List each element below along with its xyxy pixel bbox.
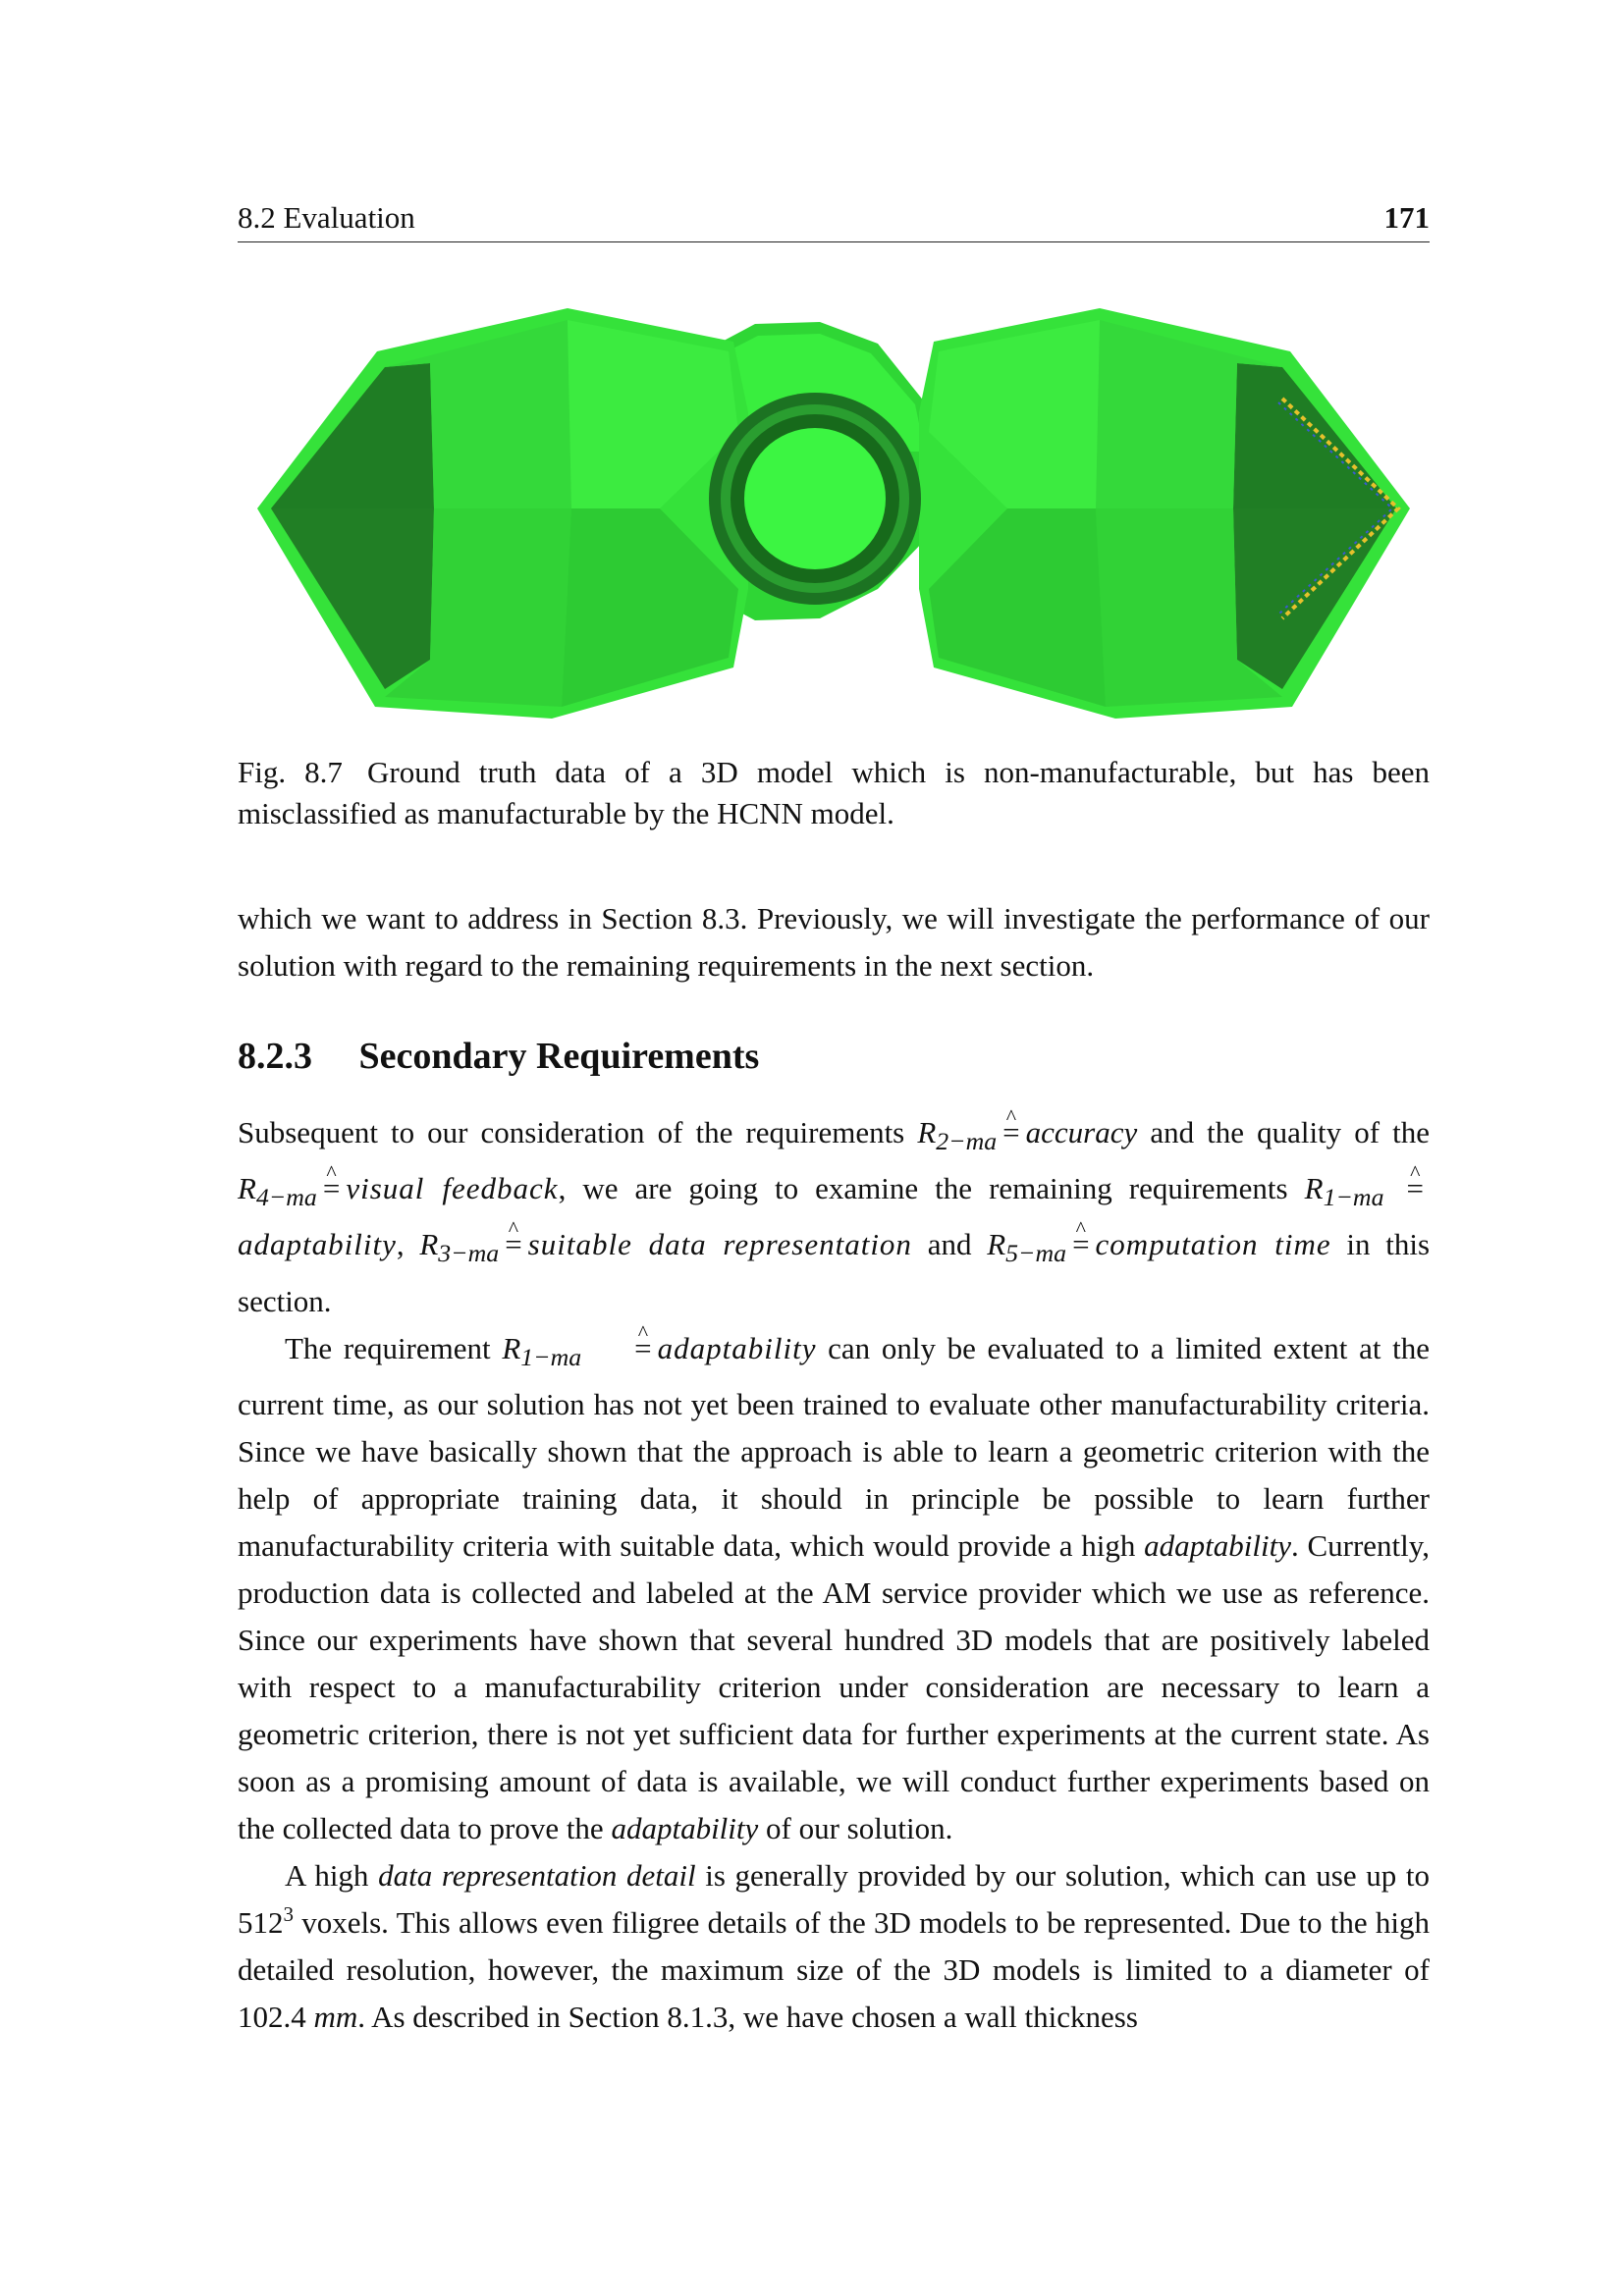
figure-caption-label: Fig. 8.7 (238, 755, 343, 789)
model-ring-inner (744, 428, 886, 569)
paragraph-2 (238, 1325, 1430, 1852)
running-section-title: 8.2 Evaluation (238, 200, 415, 235)
p1-text-1: Subsequent to our consideration of the requirements (238, 1115, 905, 1149)
corresponds-symbol: ^ = (1002, 1109, 1019, 1156)
p3-text-4: . As described in Section 8.1.3, we have chosen a wall thickness (357, 1999, 1138, 2034)
term-computation-time: computation time (1095, 1227, 1331, 1262)
3d-model-render (238, 294, 1430, 726)
p3-text-1: A high (285, 1857, 369, 1893)
p3-text-3: voxels. This allows even filigree details of the 3D models to be represented. Due to the high detailed resolution, however, the maximum size of the 3D models is limited to a diameter of 102.4 (238, 1904, 1431, 2034)
p1-text-6: in this section. (238, 1227, 1431, 1318)
req-r2: $R_{2-ma}$ (917, 1115, 998, 1156)
corresponds-symbol: ^ = (505, 1221, 521, 1268)
p3-text-2: is generally provided by our solution, which can use up to 512 (238, 1857, 1431, 1940)
p2-text-3: . Currently, production data is collected and labeled at the AM service provider which we use as reference. Since our experiments have shown that several hundred 3D models that are positively labeled with respect to a manufacturability criterion under consideration are necessary to learn a geometric criterion, there is not yet sufficient data for further experiments at the current state. As soon as a promising amount of data is available, we will conduct further experiments based on the collected data to prove the (238, 1527, 1431, 1845)
req-r1: $R_{1-ma}$ (1304, 1171, 1384, 1212)
term-accuracy: accuracy (1025, 1115, 1138, 1149)
exponent: 3 (283, 1901, 294, 1926)
unit-mm: mm (313, 1999, 358, 2034)
req-r1: $R_{1-ma}$ (502, 1330, 582, 1371)
page-header (238, 194, 1430, 242)
term-adaptability: adaptability (238, 1227, 397, 1262)
intro-paragraph: which we want to address in Section 8.3. Previously, we will investigate the performance of our solution with regard to the remaining requirements in the next section. (238, 901, 1430, 983)
term-adaptability: adaptability (657, 1330, 817, 1365)
figure-caption-text: Ground truth data of a 3D model which is non-manufacturable, but has been misclassified as manufacturable by the HCNN model. (238, 755, 1431, 830)
req-r4: $R_{4-ma}$ (238, 1171, 317, 1212)
corresponds-symbol: ^ = (1072, 1221, 1089, 1268)
p2-text-1: The requirement (285, 1330, 491, 1365)
term-adaptability-emph: adaptability (611, 1810, 759, 1845)
term-data-representation-detail: data representation detail (378, 1857, 696, 1893)
req-r3: $R_{3-ma}$ (419, 1227, 500, 1268)
term-visual-feedback: visual feedback (346, 1171, 559, 1206)
p1-text-2: and the quality of the (1150, 1115, 1430, 1149)
p2-text-4: of our solution. (766, 1810, 953, 1845)
p1-text-4: , (396, 1227, 405, 1262)
term-adaptability-emph: adaptability (1144, 1527, 1291, 1563)
p1-text-3: , we are going to examine the remaining requirements (558, 1171, 1288, 1206)
section-title: Secondary Requirements (358, 1036, 760, 1077)
paragraph-3 (238, 1852, 1430, 2041)
term-suitable-data-representation: suitable data representation (527, 1227, 912, 1262)
paragraph-1 (238, 1109, 1430, 1325)
section-heading (238, 1035, 759, 1078)
figure-3d-model (238, 294, 1430, 726)
corresponds-symbol: ^ = (1407, 1165, 1424, 1212)
req-r5: $R_{5-ma}$ (987, 1227, 1067, 1268)
figure-caption (238, 752, 1430, 834)
corresponds-symbol: ^ = (323, 1165, 340, 1212)
section-number: 8.2.3 (238, 1036, 312, 1077)
section-body (238, 1109, 1430, 2041)
page-number: 171 (1383, 200, 1430, 235)
p1-text-5: and (927, 1227, 972, 1262)
intro-paragraph-block (238, 895, 1430, 989)
corresponds-symbol: ^ = (587, 1325, 651, 1372)
p2-text-2: can only be evaluated to a limited extent at the current time, as our solution has not yet been trained to evaluate other manufacturability criteria. Since we have basically shown that the approach is able to learn a geometric criterion with the help of appropriate training data, it should in principle be possible to learn further manufacturability criteria with suitable data, which would provide a high (238, 1330, 1431, 1563)
